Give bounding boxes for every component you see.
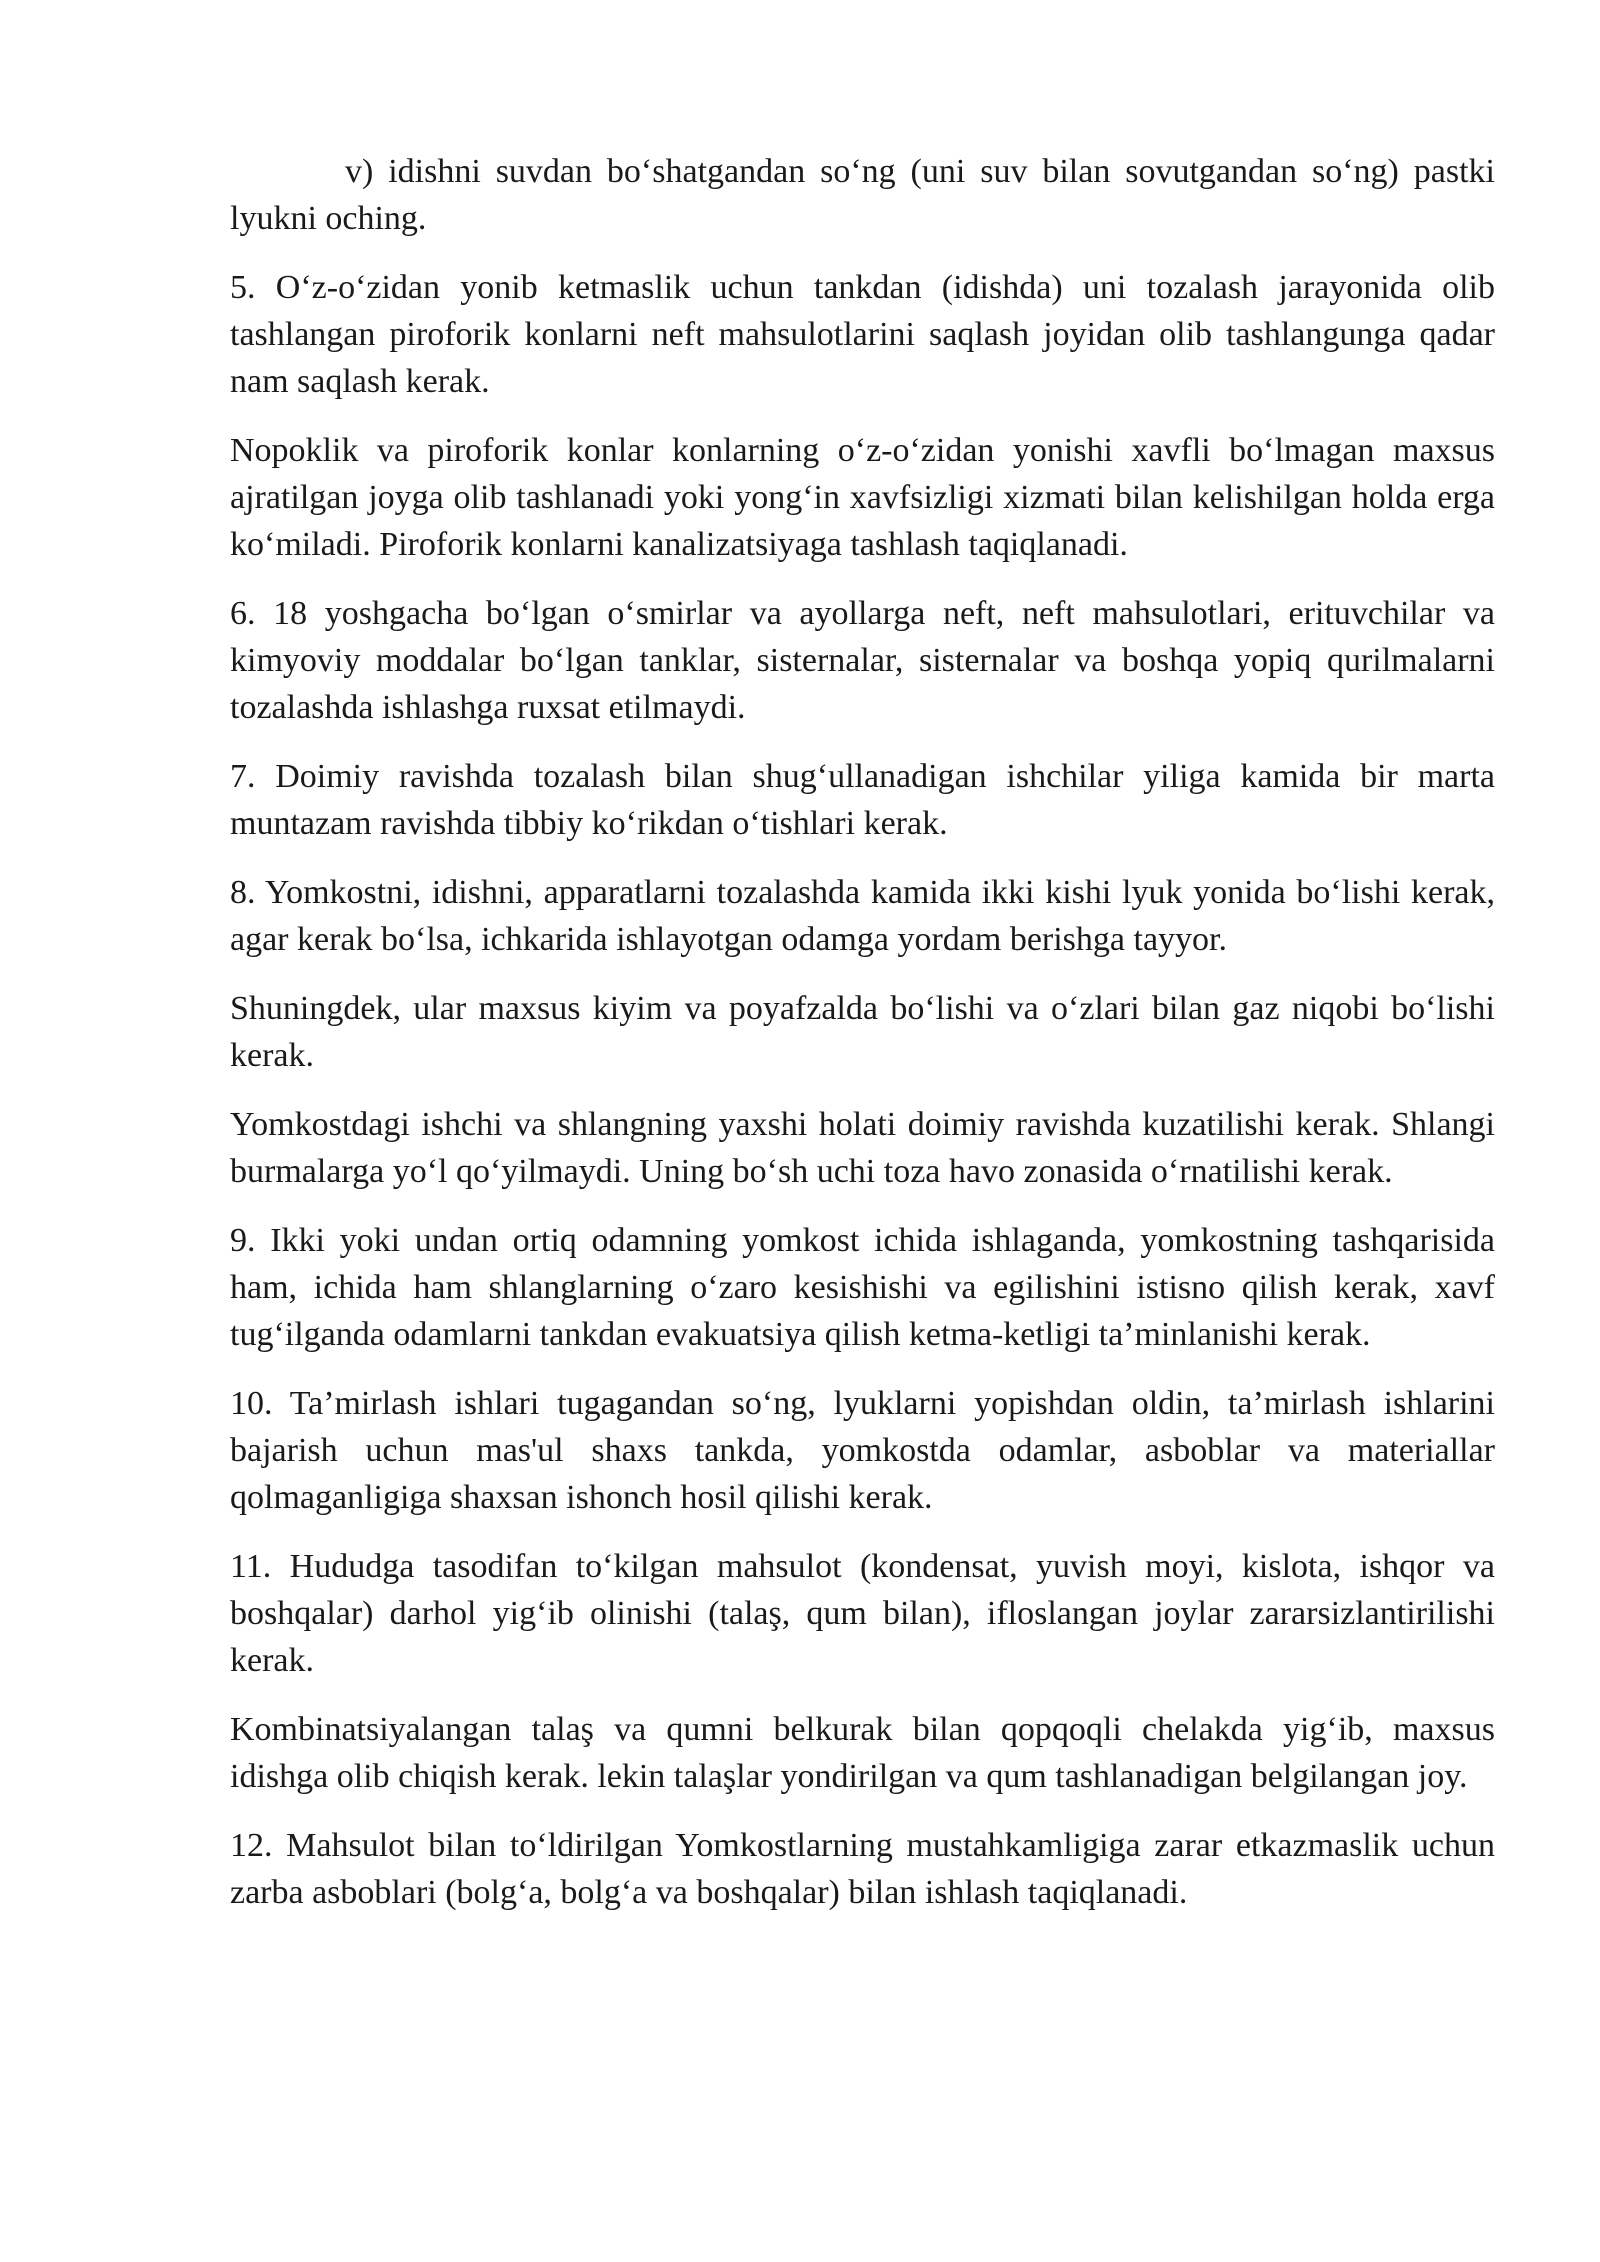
paragraph-item-10: 10. Ta’mirlash ishlari tugagandan so‘ng, lyuklarni yopishdan oldin, ta’mirlash ishlarini bajarish uchun mas'ul shaxs tankda, yomkostda odamlar, asboblar va materiallar qolmaganligiga shaxsan ishonch hosil qilishi kerak. — [230, 1385, 1495, 1516]
document-body — [230, 148, 1495, 1938]
paragraph-item-11: 11. Hududga tasodifan to‘kilgan mahsulot (kondensat, yuvish moyi, kislota, ishqor va boshqalar) darhol yig‘ib olinishi (talaş, qum bilan), ifloslangan joylar zararsizlantirilishi kerak. — [230, 1548, 1495, 1679]
paragraph-protective-equipment: Shuningdek, ular maxsus kiyim va poyafzalda bo‘lishi va o‘zlari bilan gaz niqobi bo‘lishi kerak. — [230, 990, 1495, 1074]
paragraph-sawdust-sand: Kombinatsiyalangan talaş va qumni belkurak bilan qopqoqli chelakda yig‘ib, maxsus idishga olib chiqish kerak. lekin talaşlar yondirilgan va qum tashlanadigan belgilangan joy. — [230, 1711, 1495, 1795]
paragraph-hose-monitoring: Yomkostdagi ishchi va shlangning yaxshi holati doimiy ravishda kuzatilishi kerak. Shlangi burmalarga yo‘l qo‘yilmaydi. Uning bo‘sh uchi toza havo zonasida o‘rnatilishi kerak. — [230, 1106, 1495, 1190]
paragraph-item-7: 7. Doimiy ravishda tozalash bilan shug‘ullanadigan ishchilar yiliga kamida bir marta muntazam ravishda tibbiy ko‘rikdan o‘tishlari kerak. — [230, 758, 1495, 842]
paragraph-item-9: 9. Ikki yoki undan ortiq odamning yomkost ichida ishlaganda, yomkostning tashqarisida ham, ichida ham shlanglarning o‘zaro kesishishi va egilishini istisno qilish kerak, xavf tug‘ilganda odamlarni tankdan evakuatsiya qilish ketma-ketligi ta’minlanishi kerak. — [230, 1222, 1495, 1353]
paragraph-item-12: 12. Mahsulot bilan to‘ldirilgan Yomkostlarning mustahkamligiga zarar etkazmaslik uchun zarba asboblari (bolg‘a, bolg‘a va boshqalar) bilan ishlash taqiqlanadi. — [230, 1827, 1495, 1911]
paragraph-pyrophoric-disposal: Nopoklik va piroforik konlar konlarning o‘z-o‘zidan yonishi xavfli bo‘lmagan maxsus ajratilgan joyga olib tashlanadi yoki yong‘in xavfsizligi xizmati bilan kelishilgan holda erga ko‘miladi. Piroforik konlarni kanalizatsiyaga tashlash taqiqlanadi. — [230, 432, 1495, 563]
paragraph-item-6: 6. 18 yoshgacha bo‘lgan o‘smirlar va ayollarga neft, neft mahsulotlari, erituvchilar va kimyoviy moddalar bo‘lgan tanklar, sisternalar, sisternalar va boshqa yopiq qurilmalarni tozalashda ishlashga ruxsat etilmaydi. — [230, 595, 1495, 726]
paragraph-item-v: v) idishni suvdan bo‘shatgandan so‘ng (uni suv bilan sovutgandan so‘ng) pastki lyukni oching. — [230, 153, 1495, 237]
paragraph-item-8: 8. Yomkostni, idishni, apparatlarni tozalashda kamida ikki kishi lyuk yonida bo‘lishi kerak, agar kerak bo‘lsa, ichkarida ishlayotgan odamga yordam berishga tayyor. — [230, 874, 1495, 958]
paragraph-item-5: 5. O‘z-o‘zidan yonib ketmaslik uchun tankdan (idishda) uni tozalash jarayonida olib tashlangan piroforik konlarni neft mahsulotlarini saqlash joyidan olib tashlangunga qadar nam saqlash kerak. — [230, 269, 1495, 400]
